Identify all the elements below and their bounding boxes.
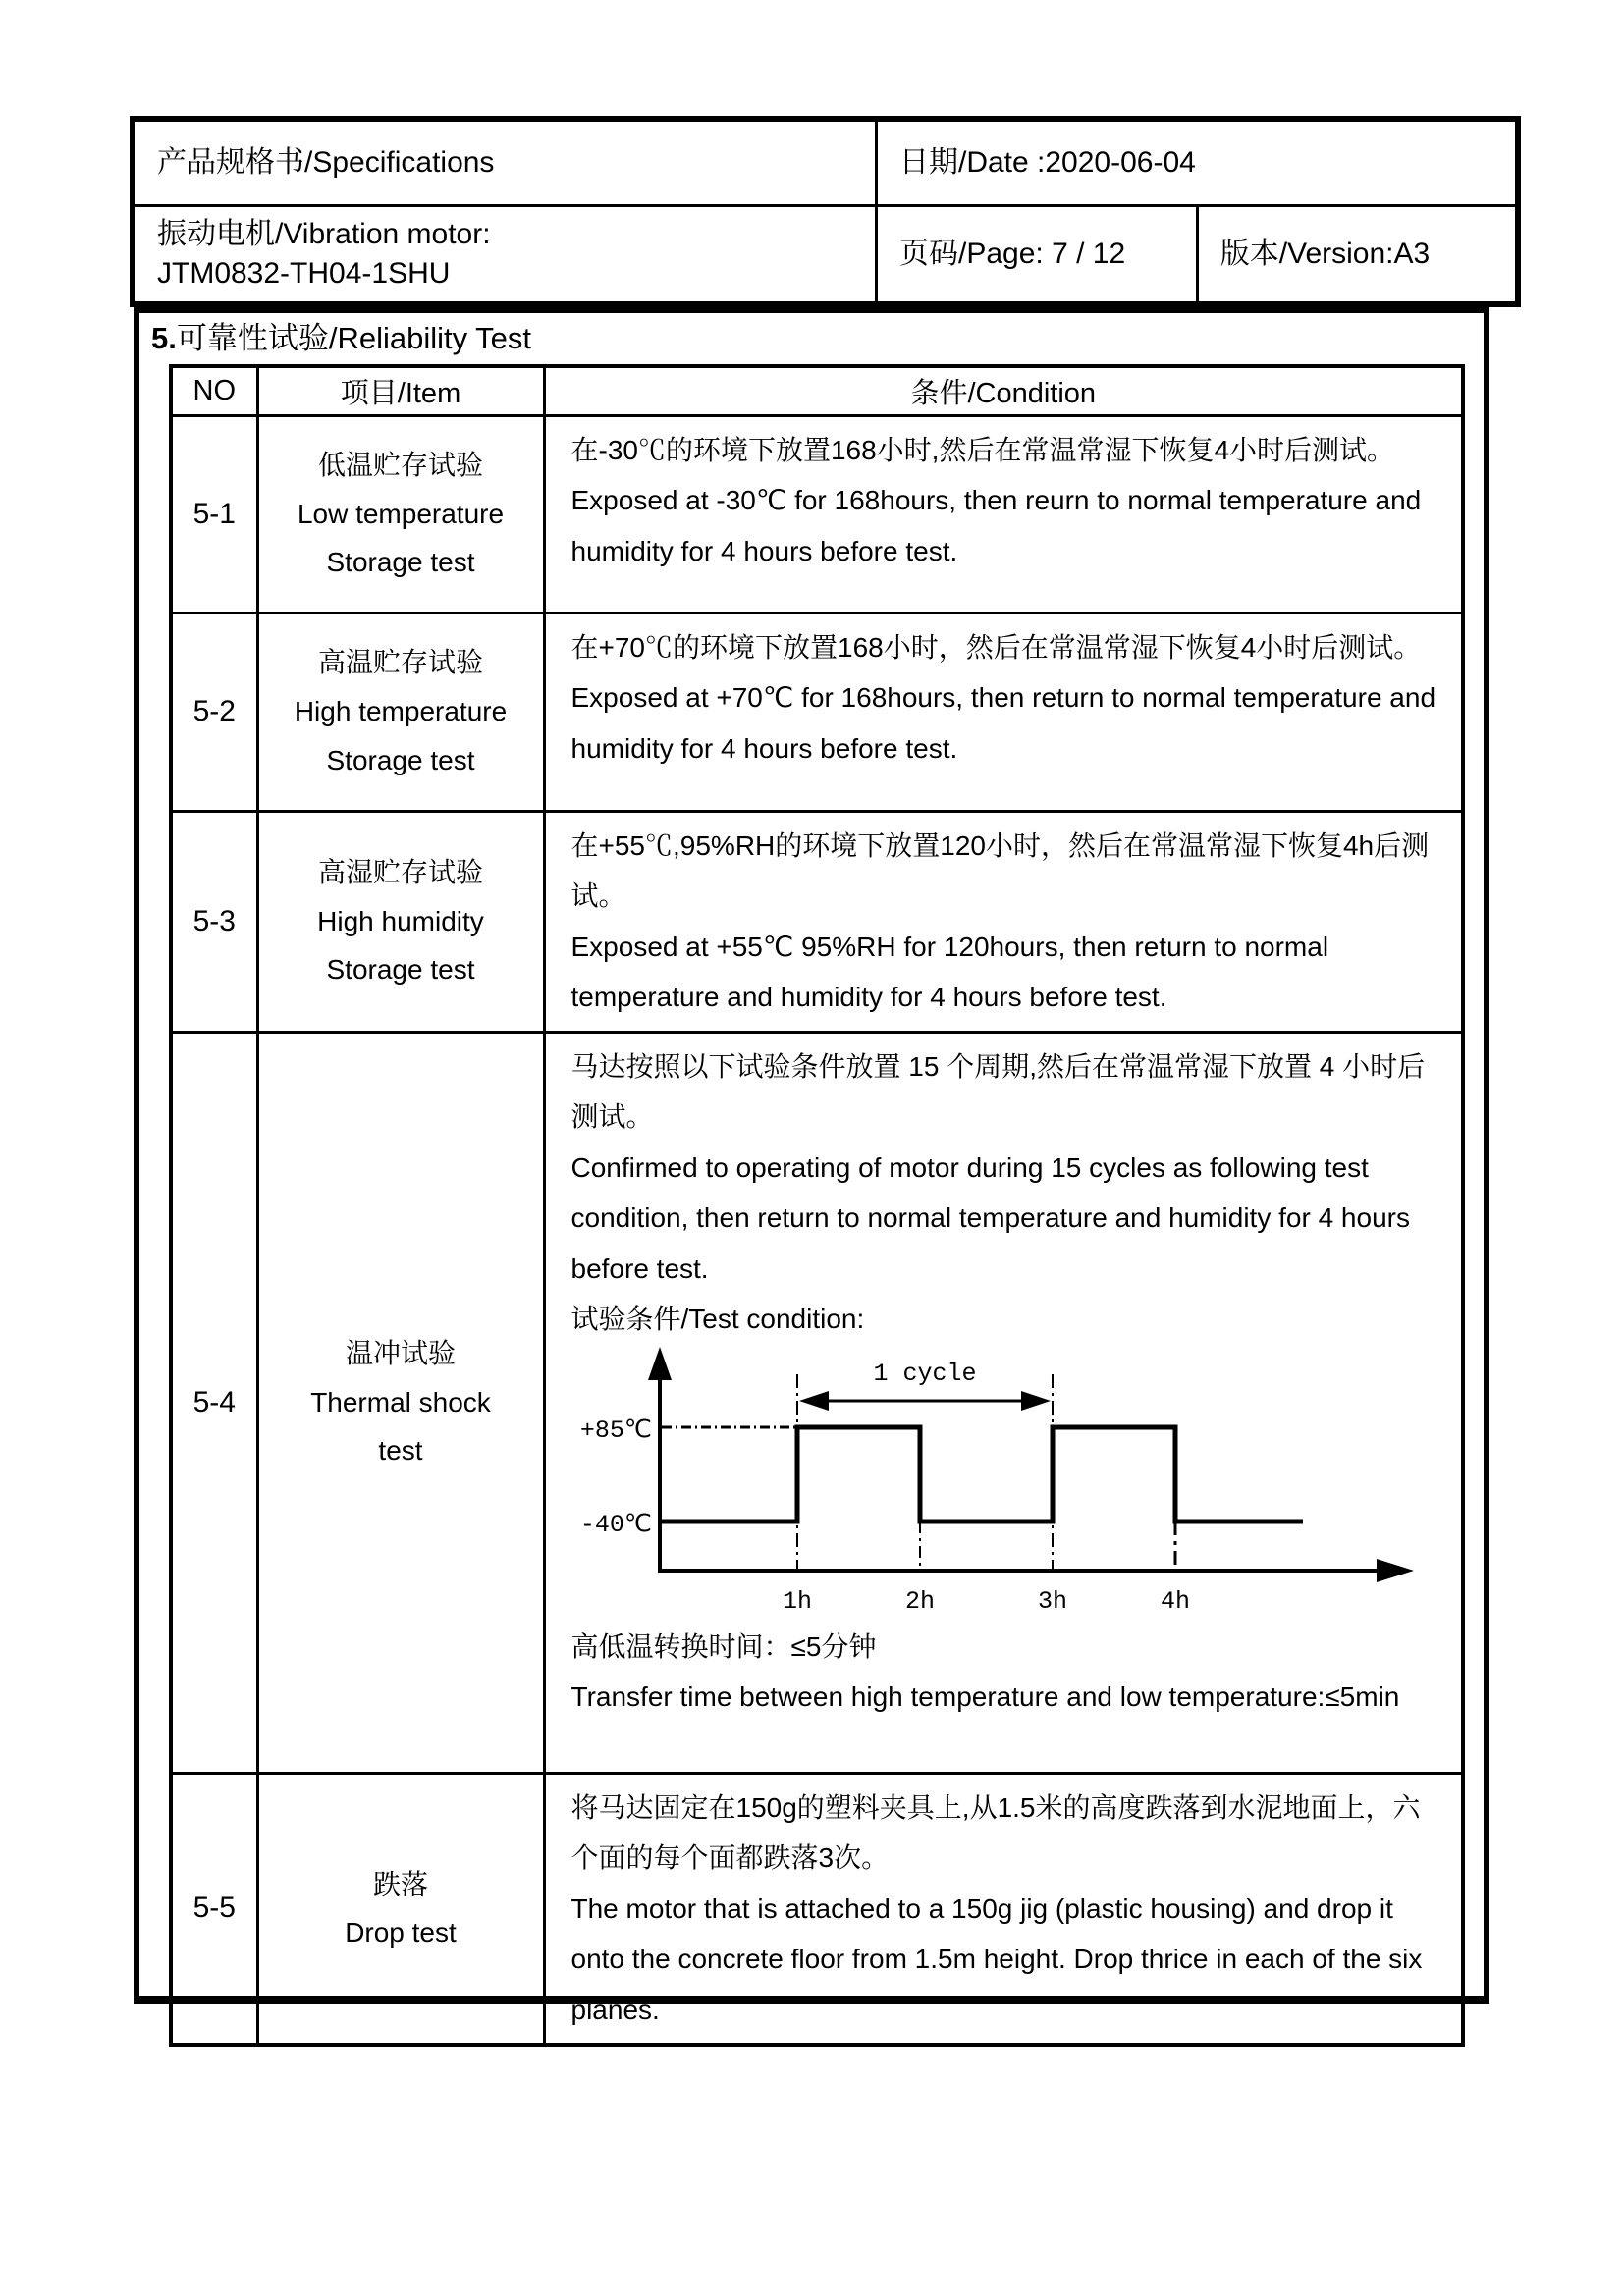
version-cell [1197, 206, 1518, 305]
x-tick-2h: 2h [904, 1586, 935, 1616]
condition-zh: 马达按照以下试验条件放置 15 个周期,然后在常温常湿下放置 4 小时后测试。 [570, 1050, 1426, 1133]
y-axis-arrow [648, 1347, 672, 1380]
item-line: 高湿贮存试验 [317, 856, 483, 887]
row-item [257, 811, 544, 1032]
reliability-test-table [169, 364, 1465, 2047]
condition-en: Confirmed to operating of motor during 15 cycles as following test condition, then return to normal temperature and humidity for 4 hours before test. [570, 1151, 1410, 1284]
row-item [257, 1032, 544, 1773]
row-condition [544, 811, 1463, 1032]
item-line: Low temperature [297, 498, 505, 529]
thermal-shock-chart [571, 1347, 1442, 1620]
item-line: Storage test [326, 954, 475, 986]
row-condition [544, 613, 1463, 811]
y-high-label: +85℃ [579, 1415, 652, 1445]
product-line1: 振动电机/Vibration motor: [157, 217, 491, 250]
table-row [171, 1032, 1463, 1773]
item-line: 低温贮存试验 [317, 449, 483, 480]
row-condition [544, 1032, 1463, 1773]
row-item [257, 613, 544, 811]
section-number: 5. [151, 321, 177, 355]
condition-en: Exposed at +70℃ for 168hours, then return to normal temperature and humidity for 4 hours before test. [570, 682, 1436, 764]
column-header-item: 项目/Item [257, 366, 544, 415]
header-table [130, 116, 1521, 307]
transfer-note-en: Transfer time between high temperature and low temperature:≤5min [570, 1682, 1400, 1713]
header-row-1 [133, 119, 1518, 206]
version-value: 版本/Version:A3 [1219, 237, 1431, 270]
cycle-arrow-left-head [799, 1391, 829, 1411]
condition-zh: 在+70℃的环境下放置168小时，然后在常温常湿下恢复4小时后测试。 [570, 631, 1422, 663]
item-line: High temperature [294, 696, 508, 727]
x-tick-3h: 3h [1037, 1586, 1067, 1616]
table-row [171, 415, 1463, 613]
condition-zh: 在+55℃,95%RH的环境下放置120小时，然后在常温常湿下恢复4h后测试。 [570, 829, 1430, 912]
spec-title-cell [133, 119, 877, 206]
spec-title: 产品规格书/Specifications [157, 145, 495, 179]
transfer-note-zh: 高低温转换时间：≤5分钟 [570, 1630, 877, 1662]
column-header-condition: 条件/Condition [544, 366, 1463, 415]
row-no: 5-3 [171, 811, 257, 1032]
x-axis-arrow [1377, 1559, 1414, 1582]
test-condition-label: 试验条件/Test condition: [570, 1304, 865, 1335]
item-line: Storage test [326, 547, 475, 578]
x-tick-1h: 1h [782, 1586, 812, 1616]
condition-en: The motor that is attached to a 150g jig (plastic housing) and drop it onto the concrete floor from 1.5m height. Drop thrice in each of the six planes. [570, 1893, 1423, 2025]
table-row [171, 1773, 1463, 2045]
row-condition [544, 415, 1463, 613]
condition-en: Exposed at -30℃ for 168hours, then reurn to normal temperature and humidity for 4 hours before test. [570, 485, 1422, 566]
table-header-row [171, 366, 1463, 415]
condition-zh: 在-30℃的环境下放置168小时,然后在常温常湿下恢复4小时后测试。 [570, 434, 1395, 465]
section-title [151, 319, 1484, 358]
row-no: 5-1 [171, 415, 257, 613]
item-line: 高温贮存试验 [317, 647, 483, 678]
product-line2: JTM0832-TH04-1SHU [157, 257, 451, 290]
x-tick-4h: 4h [1160, 1586, 1190, 1616]
temperature-profile-wave [660, 1427, 1303, 1522]
row-no: 5-5 [171, 1773, 257, 2045]
item-line: test [378, 1435, 423, 1467]
item-line: High humidity [317, 905, 484, 936]
page-number: 页码/Page: 7 / 12 [899, 237, 1126, 270]
section-heading: 可靠性试验/Reliability Test [176, 321, 532, 355]
y-low-label: -40℃ [579, 1510, 652, 1539]
condition-zh: 将马达固定在150g的塑料夹具上,从1.5米的高度跌落到水泥地面上，六个面的每个面都跌落3次。 [570, 1791, 1421, 1874]
row-item [257, 1773, 544, 2045]
page-cell [877, 206, 1198, 305]
item-line: 温冲试验 [345, 1337, 456, 1368]
row-no: 5-2 [171, 613, 257, 811]
row-condition [544, 1773, 1463, 2045]
table-row [171, 811, 1463, 1032]
condition-en: Exposed at +55℃ 95%RH for 120hours, then return to normal temperature and humidity for 4 hours before test. [570, 931, 1329, 1013]
reliability-test-section [134, 307, 1489, 2025]
cycle-label: 1 cycle [872, 1359, 977, 1388]
row-no: 5-4 [171, 1032, 257, 1773]
cycle-arrow-right-head [1021, 1391, 1051, 1411]
item-line: Thermal shock [310, 1386, 491, 1417]
item-line: Drop test [345, 1917, 457, 1949]
date-value: 日期/Date :2020-06-04 [899, 145, 1196, 179]
row-item [257, 415, 544, 613]
table-row [171, 613, 1463, 811]
item-line: 跌落 [372, 1868, 428, 1899]
item-line: Storage test [326, 744, 475, 775]
column-header-no: NO [171, 366, 257, 415]
product-cell [133, 206, 877, 305]
date-cell [877, 119, 1519, 206]
thermal-shock-chart-svg [571, 1347, 1435, 1620]
header-row-2 [133, 206, 1518, 305]
